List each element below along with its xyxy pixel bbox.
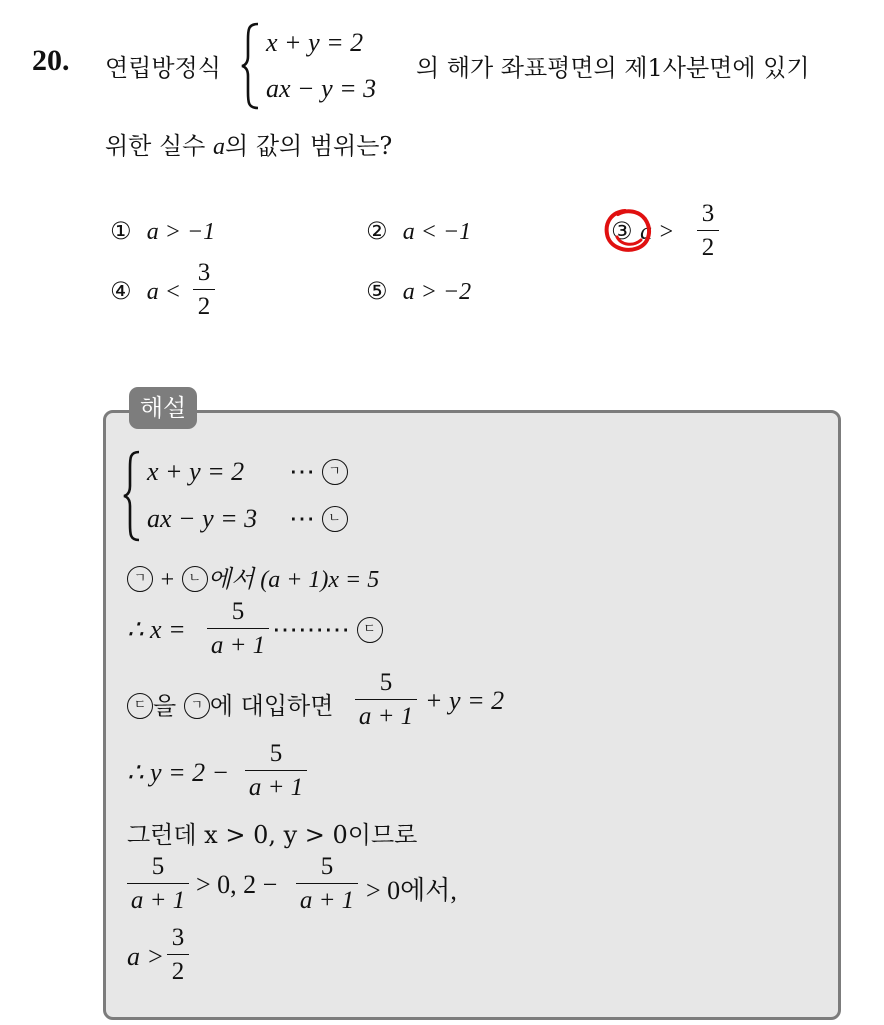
answer-numerator: 3 [171, 924, 185, 951]
system-eq2: ax − y = 3 [266, 74, 377, 103]
label-n-icon: ㄴ [322, 506, 348, 532]
step3-text: 을 [153, 692, 177, 720]
solution-step2-lhs: ∴ x = [127, 615, 186, 644]
option-4-denominator: 2 [197, 293, 211, 320]
option-4[interactable] [110, 277, 181, 306]
option-5-text: a > −2 [402, 279, 472, 305]
step6-numerator2: 5 [320, 853, 334, 880]
problem-intro: 연립방정식 [105, 54, 221, 82]
step3-denominator: a + 1 [358, 703, 414, 730]
option-2-text: a < −1 [402, 219, 472, 245]
solution-tag: 해설 [129, 387, 197, 429]
step2-fraction-bar [207, 628, 269, 629]
solution-step6-mid: > 0, 2 − [196, 870, 278, 899]
solution-step3 [127, 686, 333, 721]
option-3-fraction [697, 200, 719, 262]
solution-step4-fraction [245, 740, 307, 802]
step6-denominator1: a + 1 [130, 887, 186, 914]
option-4-text: a < [146, 279, 181, 305]
option-3-text: a > [640, 219, 675, 245]
solution-system-brace [122, 450, 142, 542]
option-3-fraction-bar [697, 230, 719, 231]
label-g-icon: ㄱ [322, 459, 348, 485]
step6-fraction-bar2 [296, 883, 358, 884]
step3-fraction-bar [355, 699, 417, 700]
step2-numerator: 5 [231, 598, 245, 625]
solution-step2-tail [272, 615, 383, 645]
option-2[interactable] [366, 217, 471, 246]
solution-step5: 그런데 x > 0, y > 0이므로 [127, 821, 418, 849]
step1-text: 에서 (a + 1)x = 5 [207, 567, 380, 593]
step2-dots: ⋯⋯⋯ [272, 615, 350, 644]
option-4-fraction-bar [193, 289, 215, 290]
step4-numerator: 5 [269, 740, 283, 767]
step3-numerator: 5 [379, 669, 393, 696]
option-2-marker: ② [366, 217, 388, 245]
option-3-denominator: 2 [701, 234, 715, 261]
step2-denominator: a + 1 [210, 632, 266, 659]
solution-step2-fraction [207, 598, 269, 660]
option-4-marker: ④ [110, 277, 132, 305]
step4-fraction-bar [245, 770, 307, 771]
label-n-icon: ㄴ [182, 566, 208, 592]
solution-eq1: x + y = 2 [147, 457, 245, 486]
solution-step4-lhs: ∴ y = 2 − [127, 758, 230, 787]
solution-step1 [127, 559, 379, 594]
answer-denominator: 2 [171, 958, 185, 985]
solution-answer-fraction [167, 924, 189, 986]
step3-text2: 에 대입하면 [209, 692, 334, 720]
system-brace [240, 22, 262, 110]
eq1-label-dots: ⋯ [289, 457, 315, 486]
selected-answer-circle-icon [603, 207, 655, 255]
solution-eq2-label [289, 504, 348, 534]
option-1[interactable] [110, 217, 215, 246]
solution-step6-end: > 0에서, [366, 876, 457, 905]
label-g-icon: ㄱ [184, 693, 210, 719]
solution-step3-rhs: + y = 2 [425, 686, 505, 715]
question-line1: 의 해가 좌표평면의 제1사분면에 있기 [416, 54, 810, 82]
solution-eq1-label [289, 457, 348, 487]
label-g-icon: ㄱ [127, 566, 153, 592]
option-1-text: a > −1 [146, 219, 216, 245]
label-d-icon: ㄷ [357, 617, 383, 643]
solution-step3-fraction [355, 669, 417, 731]
option-4-numerator: 3 [197, 259, 211, 286]
option-4-fraction [193, 259, 215, 321]
solution-step6-fraction2 [296, 853, 358, 915]
option-3-numerator: 3 [701, 200, 715, 227]
step6-fraction-bar1 [127, 883, 189, 884]
option-5[interactable] [366, 277, 471, 306]
option-1-marker: ① [110, 217, 132, 245]
plus-sign: + [160, 567, 175, 593]
system-eq1: x + y = 2 [266, 28, 364, 57]
solution-eq2: ax − y = 3 [147, 504, 258, 533]
step4-denominator: a + 1 [248, 774, 304, 801]
option-3-marker: ③ [611, 217, 633, 245]
step6-denominator2: a + 1 [299, 887, 355, 914]
label-d-icon: ㄷ [127, 693, 153, 719]
option-5-marker: ⑤ [366, 277, 388, 305]
eq2-label-dots: ⋯ [289, 504, 315, 533]
problem-number: 20. [32, 44, 70, 77]
solution-step6-fraction1 [127, 853, 189, 915]
solution-answer-lhs: a > [127, 942, 165, 971]
answer-fraction-bar [167, 954, 189, 955]
question-line2-start: 위한 실수 [105, 132, 206, 160]
question-line2-end: 의 값의 범위는? [225, 132, 393, 160]
question-line2 [105, 126, 392, 161]
step6-numerator1: 5 [151, 853, 165, 880]
question-variable: a [213, 134, 226, 160]
